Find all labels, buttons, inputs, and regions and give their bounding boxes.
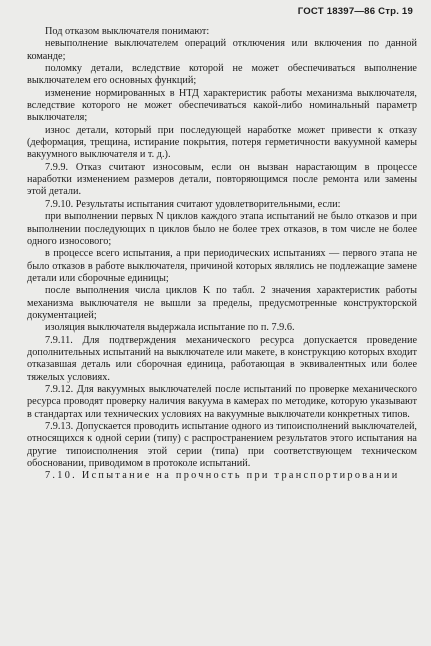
paragraph: износ детали, который при последующей наработке может привести к отказу (деформация, трещина, истирание покрытия, потеря герметичности вакуумной камеры вакуумного выключателя и т. д.). — [27, 124, 417, 161]
document-body — [27, 26, 417, 483]
paragraph: при выполнении первых N циклов каждого этапа испытаний не было отказов и при выполнении последующих n циклов было не более трех отказов, в том числе не более одного износового; — [27, 211, 417, 247]
paragraph: поломку детали, вследствие которой не может обеспечиваться выполнение выключателем его основных функций; — [27, 63, 417, 87]
paragraph: изоляция выключателя выдержала испытание по п. 7.9.6. — [45, 322, 295, 334]
section-heading: 7.10. Испытание на прочность при транспортировании — [45, 470, 400, 482]
paragraph: невыполнение выключателем операций отключения или включения по данной команде; — [27, 38, 417, 62]
paragraph: 7.9.9. Отказ считают износовым, если он вызван нарастающим в процессе наработки изменением размеров детали, повторяющимся после ремонта или замены этой детали. — [27, 161, 417, 198]
page-header: ГОСТ 18397—86 Стр. 19 — [297, 6, 413, 17]
paragraph: 7.9.13. Допускается проводить испытание одного из типоисполнений выключателей, относящихся к одной серии (типу) с распространением результатов этого испытания на другие типоисполнения этой серии (типа) при соответствующем техническом обосновании, приводимом в протоколе испытаний. — [27, 421, 417, 470]
paragraph: 7.9.10. Результаты испытания считают удовлетворительными, если: — [45, 198, 341, 210]
paragraph: в процессе всего испытания, а при периодических испытаниях — первого этапа не было отказов в работе выключателя, причиной которых являлись не подлежащие замене детали или сборочные единицы; — [27, 248, 417, 284]
paragraph: 7.9.11. Для подтверждения механического ресурса допускается проведение дополнительных испытаний на выключателе или макете, в конструкцию которых входит отказавшая деталь или сборочная единица, работающая в эквивалентных или более тяжелых условиях. — [27, 334, 417, 383]
paragraph: после выполнения числа циклов K по табл. 2 значения характеристик работы механизма выключателя не вышли за пределы, предусмотренные конструкторской документацией; — [27, 285, 417, 321]
paragraph: 7.9.12. Для вакуумных выключателей после испытаний по проверке механического ресурса проводят проверку наличия вакуума в камерах по методике, которую указывают в стандартах или технических условиях на вакуумные выключатели конкретных типов. — [27, 383, 417, 420]
paragraph: изменение нормированных в НТД характеристик работы механизма выключателя, вследствие которого не может обеспечиваться какой-либо номинальный параметр выключателя; — [27, 87, 417, 124]
paragraph: Под отказом выключателя понимают: — [45, 26, 210, 37]
